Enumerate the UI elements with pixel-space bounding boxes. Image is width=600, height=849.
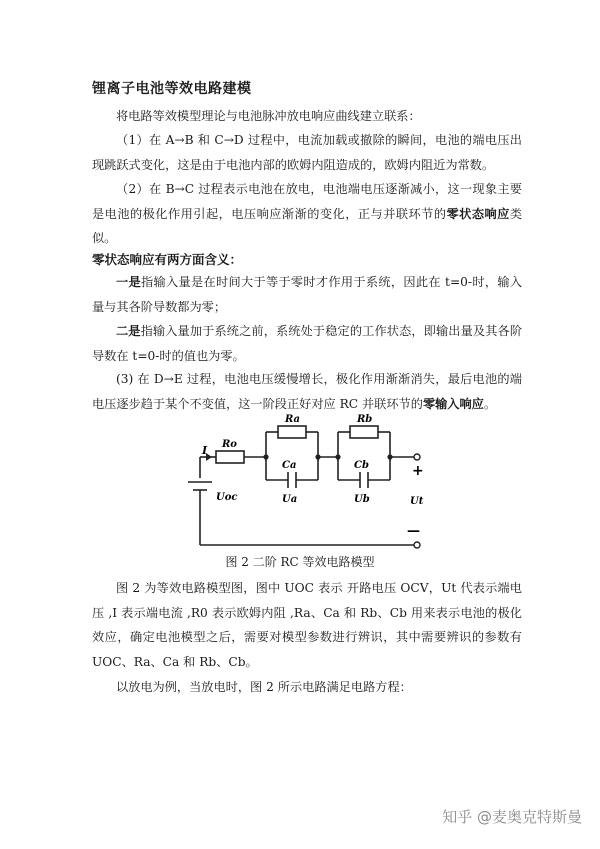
rc-circuit-diagram bbox=[178, 400, 448, 560]
label-minus: — bbox=[407, 524, 420, 539]
label-uoc: Uoc bbox=[216, 492, 238, 503]
step-2-tail: 类似。 bbox=[92, 206, 523, 246]
figure-caption: 图 2 二阶 RC 等效电路模型 bbox=[225, 555, 375, 569]
paragraph-model-desc: 图 2 为等效电路模型图，图中 UOC 表示 开路电压 OCV，Ut 代表示端电压 ,I 表示端电流 ,R0 表示欧姆内阻 ,Ra、Ca 和 Rb、Cb 用来表示电池的极化效应，确定电池模型之后，需要对模型参数进行辨识，其中需要辨识的参数有 UOC、Ra、Ca 和 Rb、Cb。 bbox=[92, 581, 522, 669]
paragraph-intro: 将电路等效模型理论与电池脉冲放电响应曲线建立联系： bbox=[116, 109, 421, 123]
rb-resistor bbox=[350, 426, 378, 438]
label-current: I bbox=[202, 444, 208, 457]
meaning-1-text: 指输入量是在时间大于等于零时才作用于系统，因此在 t=0-时，输入量与其各阶导数都为零； bbox=[92, 275, 523, 314]
paragraph-meaning-2 bbox=[92, 319, 522, 368]
zero-input-term: 零输入响应 bbox=[422, 396, 484, 411]
step-3-tail: 。 bbox=[483, 396, 497, 411]
section-title: 锂离子电池等效电路建模 bbox=[92, 81, 252, 97]
meaning-2-text: 指输入量加于系统之前，系统处于稳定的工作状态，即输出量及其各阶导数在 t=0-时的值也为零。 bbox=[92, 324, 523, 363]
label-ra: Ra bbox=[285, 414, 301, 425]
step-2-text: （2）在 B→C 过程表示电池在放电，电池端电压逐渐减小，这一现象主要是电池的极化作用引起，电压响应渐渐的变化，正与并联环节的 bbox=[92, 182, 522, 221]
label-ca: Ca bbox=[282, 460, 297, 471]
terminal-negative bbox=[414, 542, 420, 548]
label-ua: Ua bbox=[282, 494, 298, 505]
label-r0: Ro bbox=[222, 439, 237, 450]
zero-state-heading: 零状态响应有两方面含义： bbox=[92, 252, 243, 267]
step-3-text: (3) 在 D→E 过程，电池电压缓慢增长，极化作用渐渐消失，最后电池的端电压逐步趋于某个不变值，这一阶段正好对应 RC 并联环节的 bbox=[92, 372, 522, 411]
r0-resistor bbox=[216, 451, 244, 463]
label-rb: Rb bbox=[357, 414, 373, 425]
paragraph-step-1: （1）在 A→B 和 C→D 过程中，电流加载或撤除的瞬间，电池的端电压出现跳跃式变化，这是由于电池内部的欧姆内阻造成的，欧姆内阻近为常数。 bbox=[92, 133, 522, 172]
label-plus: + bbox=[412, 463, 424, 479]
terminal-positive bbox=[414, 454, 420, 460]
paragraph-meaning-1 bbox=[92, 270, 522, 319]
label-ut: Ut bbox=[410, 496, 424, 507]
ra-resistor bbox=[278, 426, 306, 438]
label-cb: Cb bbox=[354, 460, 369, 471]
zhihu-watermark: 知乎 @麦奥克特斯曼 bbox=[442, 808, 582, 826]
paragraph-discharge: 以放电为例，当放电时，图 2 所示电路满足电路方程： bbox=[116, 680, 412, 694]
meaning-1-label: 一是 bbox=[116, 275, 141, 289]
label-ub: Ub bbox=[354, 494, 370, 505]
zero-state-term: 零状态响应 bbox=[446, 206, 510, 221]
meaning-2-label: 二是 bbox=[116, 324, 141, 338]
paragraph-step-2 bbox=[92, 177, 522, 251]
